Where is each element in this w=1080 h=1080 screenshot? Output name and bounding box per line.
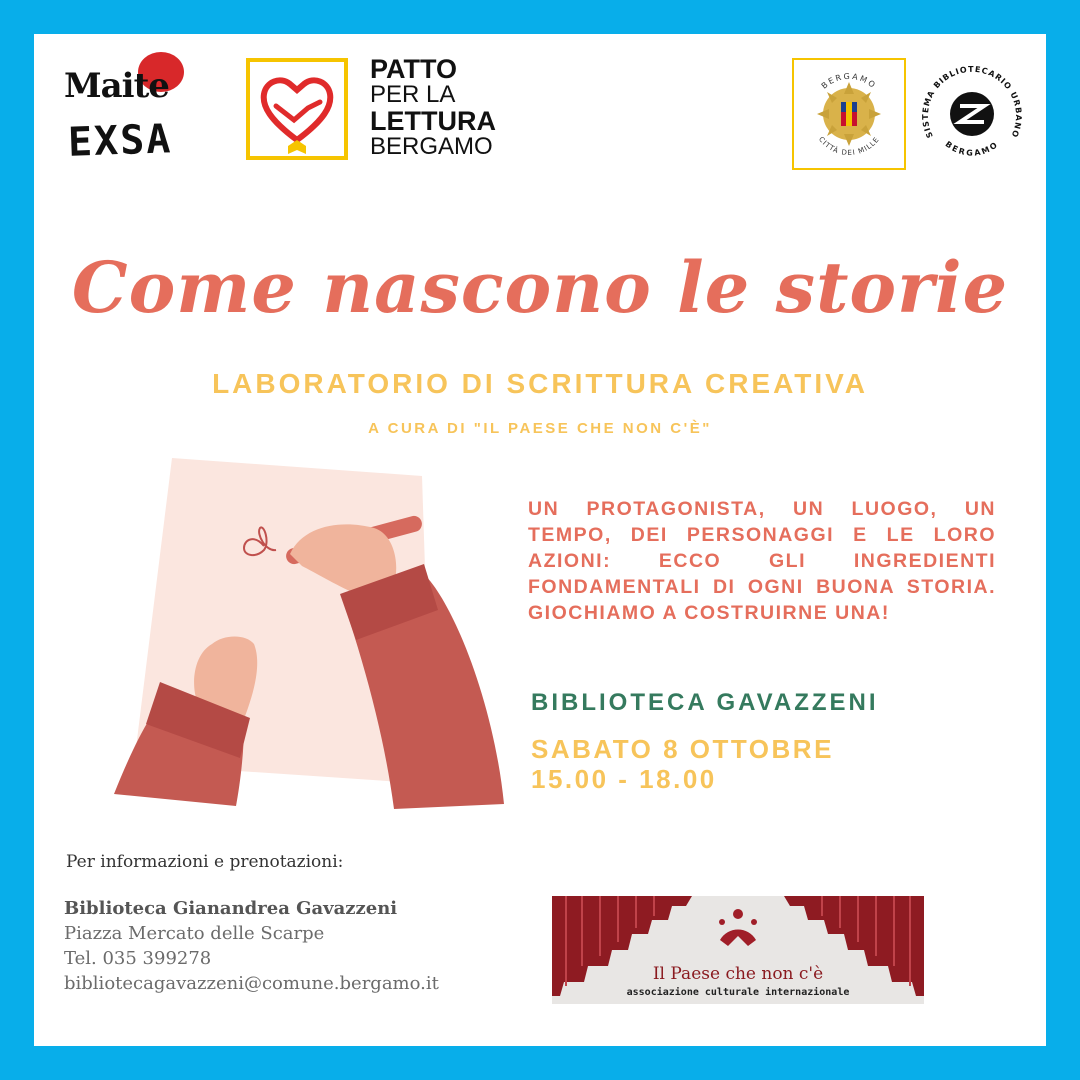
patto-heart-hands-icon bbox=[246, 58, 348, 160]
event-datetime bbox=[531, 734, 834, 794]
contact-email[interactable]: bibliotecagavazzeni@comune.bergamo.it bbox=[64, 973, 439, 994]
contact-name: Biblioteca Gianandrea Gavazzeni bbox=[64, 898, 398, 919]
event-venue: BIBLIOTECA GAVAZZENI bbox=[531, 689, 879, 716]
event-time: 15.00 - 18.00 bbox=[531, 764, 717, 794]
event-date: SABATO 8 OTTOBRE bbox=[531, 734, 834, 764]
sbu-bottom-text: BERGAMO bbox=[943, 139, 1001, 158]
writing-hands-illustration bbox=[94, 454, 514, 824]
patto-line-1: PATTO bbox=[370, 54, 457, 84]
svg-text:BERGAMO bbox=[944, 140, 1001, 158]
patto-line-3: LETTURA bbox=[370, 106, 496, 136]
exsa-logo: EXSA bbox=[67, 116, 174, 166]
event-description: UN PROTAGONISTA, UN LUOGO, UN TEMPO, DEI PERSONAGGI E LE LORO AZIONI: ECCO GLI INGREDIENTI FONDAMENTALI DI OGNI BUONA STORIA. GIOCHIAMO A COSTRUIRNE UNA! bbox=[528, 498, 996, 624]
association-tagline: associazione culturale internazionale bbox=[626, 987, 850, 998]
patto-line-2: PER LA bbox=[370, 81, 456, 108]
event-curator: A CURA DI "IL PAESE CHE NON C'È" bbox=[368, 420, 712, 437]
event-title: Come nascono le storie bbox=[71, 246, 1009, 329]
patto-logo-text bbox=[370, 56, 496, 160]
seal-top-text: BERGAMO bbox=[819, 71, 879, 91]
sbu-ring-text: SISTEMA BIBLIOTECARIO URBANO bbox=[920, 64, 1024, 140]
poster-card bbox=[34, 34, 1046, 1046]
contact-phone[interactable]: Tel. 035 399278 bbox=[64, 948, 212, 969]
association-banner bbox=[552, 896, 924, 1004]
patto-line-4: BERGAMO bbox=[370, 133, 493, 160]
bergamo-seal-logo bbox=[792, 58, 906, 170]
contact-block bbox=[64, 896, 439, 996]
association-name: Il Paese che non c'è bbox=[652, 964, 824, 984]
contact-heading: Per informazioni e prenotazioni: bbox=[66, 852, 344, 872]
event-subtitle: LABORATORIO DI SCRITTURA CREATIVA bbox=[212, 368, 868, 399]
seal-bottom-text: CITTÀ DEI MILLE bbox=[816, 135, 882, 158]
maite-logo: Maite bbox=[64, 66, 169, 106]
sbu-logo bbox=[916, 58, 1028, 170]
contact-address: Piazza Mercato delle Scarpe bbox=[64, 923, 325, 944]
